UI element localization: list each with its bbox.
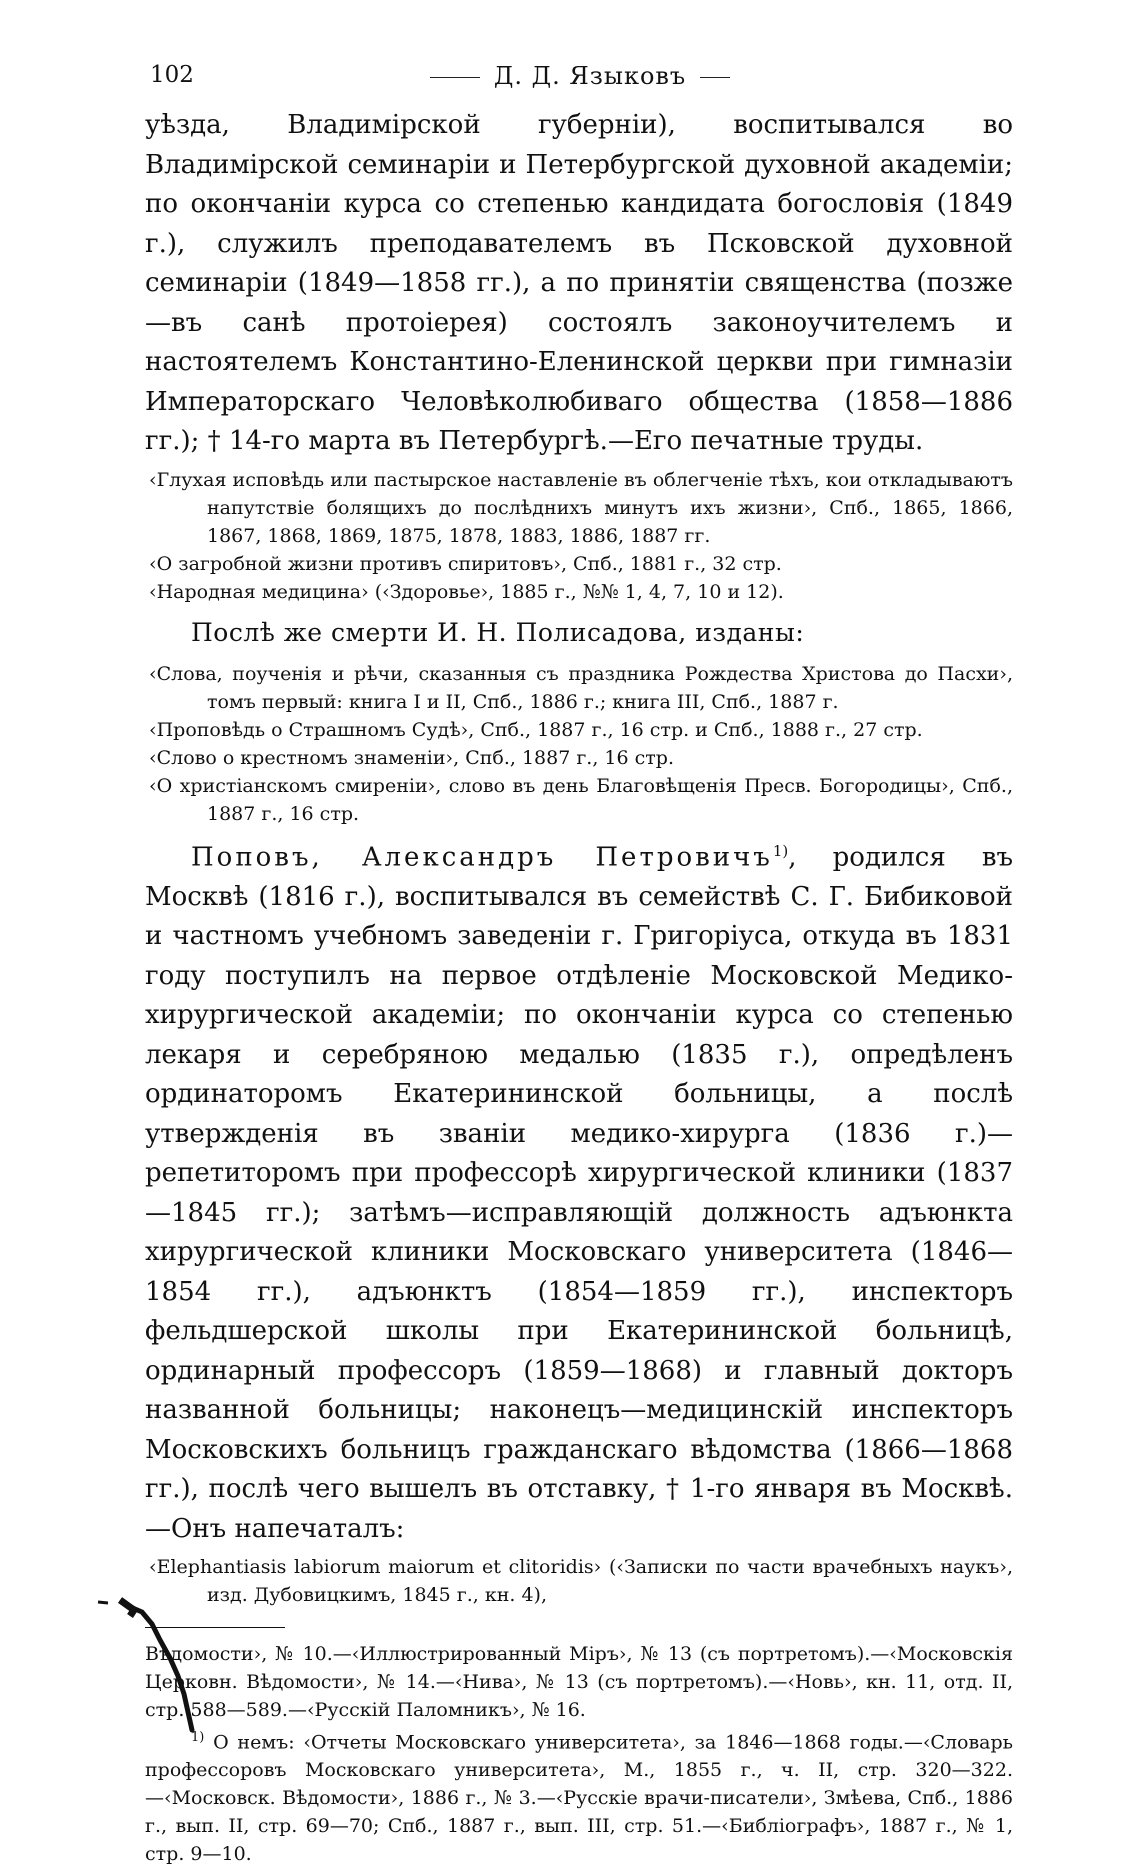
bibliography-works [145,466,1013,606]
bibliography-popov [145,1553,1013,1609]
paragraph-popov-bio [145,832,1013,1550]
entry-name: Поповъ, Александръ Петровичъ [191,842,773,873]
bib-entry: ‹Народная медицина› (‹Здоровье›, 1885 г., №№ 1, 4, 7, 10 и 12). [149,580,784,603]
scan-artifact-mark [90,1590,200,1740]
page-body [145,106,1013,1868]
posthumous-heading: Послѣ же смерти И. Н. Полисадова, изданы: [191,617,805,647]
footnote-number: 1) [191,1730,205,1746]
running-head [150,62,1010,90]
footnote-1 [145,1724,1013,1868]
paragraph-polisadov-bio: уѣзда, Владимірской губерніи), воспитывался во Владимірской семинаріи и Петербургской духовной академіи; по окончаніи курса со степенью кандидата богословія (1849 г.), служилъ преподавателемъ въ Псковской духовной семинаріи (1849—1858 гг.), а по принятіи священства (позже—въ санѣ протоіерея) состоялъ законоучителемъ и настоятелемъ Константино-Еленинской церкви при гимназіи Императорскаго Человѣколюбиваго общества (1858—1886 гг.); † 14-го марта въ Петербургѣ.—Его печатные труды. [145,110,1013,456]
bib-entry: ‹Elephantiasis labiorum maiorum et clitoridis› (‹Записки по части врачебныхъ наукъ›, изд. Дубовицкимъ, 1845 г., кн. 4), [149,1556,1013,1607]
entry-text: , родился въ Москвѣ (1816 г.), воспитывался въ семействѣ С. Г. Бибиковой и частномъ учебномъ заведеніи г. Григоріуса, откуда въ 1831 году поступилъ на первое отдѣленіе Московской Медико-хирургической академіи; по окончаніи курса со степенью лекаря и серебряною медалью (1835 г.), опредѣленъ ординаторомъ Екатерининской больницы, а послѣ утвержденія въ званіи медико-хирурга (1836 г.)—репетиторомъ при профессорѣ хирургической клиники (1837—1845 гг.); затѣмъ—исправляющій должность адъюнкта хирургической клиники Московскаго университета (1846—1854 гг.), адъюнктъ (1854—1859 гг.), инспекторъ фельдшерской школы при Екатерининской больницѣ, ординарный профессоръ (1859—1868) и главный докторъ названной больницы; наконецъ—медицинскій инспекторъ Московскихъ больницъ гражданскаго вѣдомства (1866—1868 гг.), послѣ чего вышелъ въ отставку, † 1-го января въ Москвѣ.—Онъ напечаталъ: [145,842,1013,1544]
footnote-text: О немъ: ‹Отчеты Московскаго университета›, за 1846—1868 годы.—‹Словарь профессоровъ Московскаго университета›, М., 1855 г., ч. II, стр. 320—322.—‹Московск. Вѣдомости›, 1886 г., № 3.—‹Русскіе врачи-писатели›, Змѣева, Спб., 1886 г., вып. II, стр. 69—70; Спб., 1887 г., вып. III, стр. 51.—‹Библіографъ›, 1887 г., № 1, стр. 9—10. [145,1731,1013,1866]
header-rule-right [700,77,730,78]
footnote-continuation: Вѣдомости›, № 10.—‹Иллюстрированный Міръ›, № 13 (съ портретомъ).—‹Московскія Церковн. Вѣдомости›, № 14.—‹Нива›, № 13 (съ портретомъ).—‹Новь›, кн. 11, отд. II, стр. 588—589.—‹Русскій Паломникъ›, № 16. [145,1643,1013,1722]
bib-entry: ‹Проповѣдь о Страшномъ Судѣ›, Спб., 1887 г., 16 стр. и Спб., 1888 г., 27 стр. [149,718,923,741]
header-rule-left [430,77,480,78]
bib-entry: ‹Слово о крестномъ знаменіи›, Спб., 1887 г., 16 стр. [149,746,674,769]
running-head-title: Д. Д. Языковъ [493,62,687,90]
bib-entry: ‹Глухая исповѣдь или пастырское наставленіе въ облегченіе тѣхъ, кои откладываютъ напутствіе болящихъ до послѣднихъ минутъ ихъ жизни›, Спб., 1865, 1866, 1867, 1868, 1869, 1875, 1878, 1883, 1886, 1887 гг. [149,468,1013,547]
bib-entry: ‹Слова, поученія и рѣчи, сказанныя съ праздника Рождества Христова до Пасхи›, томъ первый: книга I и II, Спб., 1886 г.; книга III, Спб., 1887 г. [149,662,1013,713]
page-header [150,62,1010,96]
page-number: 102 [150,62,194,88]
footnote-mark: 1) [772,841,789,860]
bibliography-posthumous [145,660,1013,828]
bib-entry: ‹О христіанскомъ смиреніи›, слово въ день Благовѣщенія Пресв. Богородицы›, Спб., 1887 г., 16 стр. [149,774,1013,825]
bib-entry: ‹О загробной жизни противъ спиритовъ›, Спб., 1881 г., 32 стр. [149,552,782,575]
footnotes [145,1640,1013,1868]
